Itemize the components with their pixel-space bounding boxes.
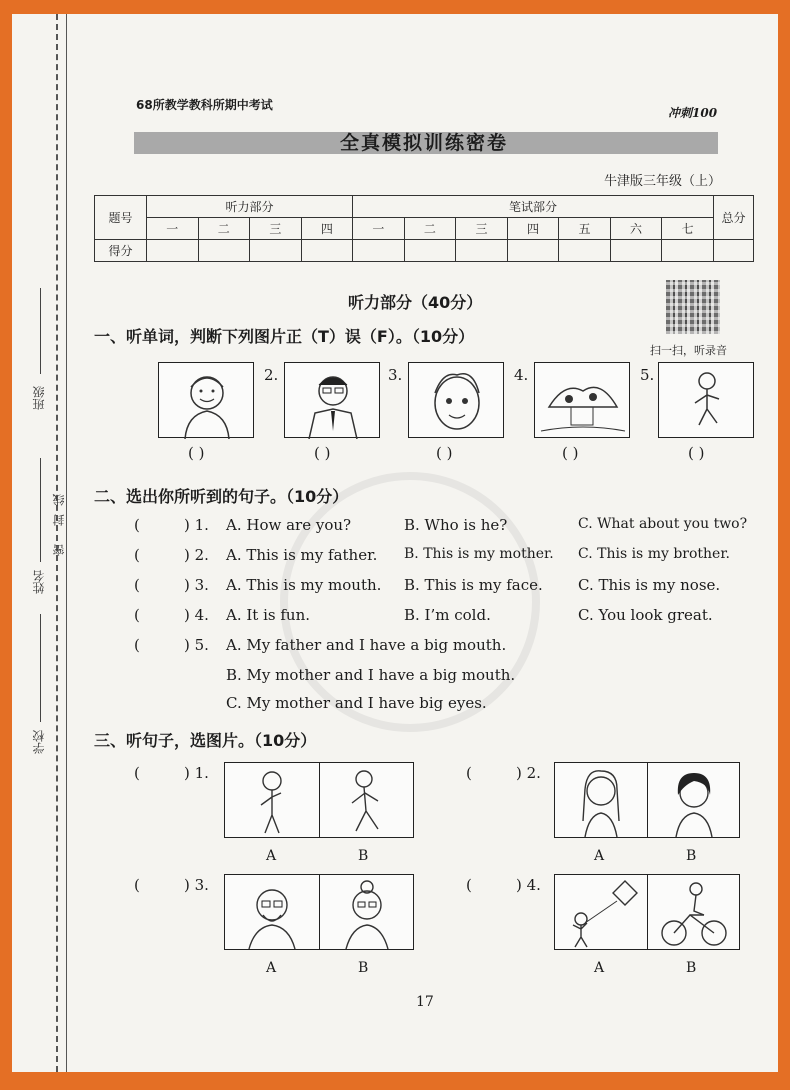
- option-a-picture[interactable]: [225, 875, 319, 949]
- row-label-score: 得分: [95, 240, 147, 262]
- bike-riding-icon: [648, 875, 740, 949]
- brand-logo: 冲刺100: [668, 106, 718, 120]
- written-col: 三: [456, 218, 508, 240]
- written-col: 五: [559, 218, 611, 240]
- margin-line: [66, 14, 67, 1072]
- exam-source: 68所教学教科所期中考试: [136, 98, 273, 112]
- open-paren[interactable]: (: [134, 636, 140, 654]
- option-c: C. You look great.: [578, 606, 713, 624]
- watermark-seal: [280, 472, 540, 732]
- question-number: ) 2.: [184, 546, 209, 564]
- s3-picture-pair-3: [224, 874, 414, 950]
- written-col: 六: [610, 218, 662, 240]
- option-c: C. What about you two?: [578, 516, 748, 532]
- exam-page: [12, 14, 778, 1072]
- option-b-picture[interactable]: [647, 763, 740, 837]
- girl-long-hair-icon: [555, 763, 647, 837]
- option-b: B. I’m cold.: [404, 606, 491, 624]
- s3-picture-pair-4: [554, 874, 740, 950]
- listening-col: 四: [301, 218, 353, 240]
- s3-picture-pair-1: [224, 762, 414, 838]
- boy-smiling-icon: [159, 363, 255, 439]
- class-label: 班级: [32, 386, 46, 410]
- score-cell[interactable]: [404, 240, 456, 262]
- question-number: ) 2.: [516, 764, 541, 782]
- question-number: ) 3.: [184, 876, 209, 894]
- open-paren[interactable]: (: [134, 606, 140, 624]
- question-number: ) 1.: [184, 764, 209, 782]
- s1-picture-5: [658, 362, 754, 438]
- name-label: 姓名: [32, 570, 46, 594]
- written-col: 四: [507, 218, 559, 240]
- boy-face-icon: [409, 363, 505, 439]
- option-b-picture[interactable]: [647, 875, 740, 949]
- school-write-line: [40, 614, 41, 722]
- s1-item-num: 4.: [514, 366, 529, 384]
- label-b: B: [686, 960, 697, 976]
- section3-heading: 三、听句子，选图片。（10分）: [94, 731, 317, 750]
- s3-picture-pair-2: [554, 762, 740, 838]
- label-a: A: [594, 960, 605, 976]
- listening-col: 二: [198, 218, 250, 240]
- option-a-picture[interactable]: [555, 763, 647, 837]
- mushroom-house-icon: [535, 363, 631, 439]
- s1-item-num: 5.: [640, 366, 655, 384]
- grandma-icon: [320, 875, 414, 949]
- cut-line: [56, 14, 58, 1072]
- man-with-glasses-icon: [285, 363, 381, 439]
- seal-char-1: 线: [52, 494, 66, 506]
- option-c: C. My mother and I have big eyes.: [226, 694, 487, 712]
- option-c: C. This is my brother.: [578, 546, 730, 562]
- score-cell[interactable]: [662, 240, 714, 262]
- score-cell[interactable]: [250, 240, 302, 262]
- option-a: A. This is my father.: [226, 546, 378, 564]
- old-man-walking-icon: [320, 763, 414, 837]
- open-paren[interactable]: (: [466, 876, 472, 894]
- question-number: ) 5.: [184, 636, 209, 654]
- option-a: A. This is my mouth.: [226, 576, 382, 594]
- section1-heading: 一、听单词，判断下列图片正（T）误（F）。（10分）: [94, 327, 475, 346]
- child-walking-icon: [659, 363, 755, 439]
- score-cell[interactable]: [559, 240, 611, 262]
- option-b: B. Who is he?: [404, 516, 508, 534]
- score-table: [94, 195, 754, 262]
- score-cell[interactable]: [456, 240, 508, 262]
- total-header: 总分: [714, 196, 754, 240]
- option-a-picture[interactable]: [555, 875, 647, 949]
- label-a: A: [266, 848, 277, 864]
- name-write-line: [40, 458, 41, 562]
- option-a: A. My father and I have a big mouth.: [226, 636, 507, 654]
- s1-picture-1: [158, 362, 254, 438]
- page-number: 17: [416, 994, 434, 1010]
- question-number: ) 1.: [184, 516, 209, 534]
- label-a: A: [266, 960, 277, 976]
- s1-item-num: 2.: [264, 366, 279, 384]
- grade-label: 牛津版三年级（上）: [604, 174, 722, 189]
- score-cell[interactable]: [610, 240, 662, 262]
- answer-paren-4[interactable]: ( ): [562, 444, 579, 462]
- written-col: 二: [404, 218, 456, 240]
- s1-picture-3: [408, 362, 504, 438]
- question-number: ) 3.: [184, 576, 209, 594]
- open-paren[interactable]: (: [134, 764, 140, 782]
- open-paren[interactable]: (: [134, 546, 140, 564]
- option-b-picture[interactable]: [319, 763, 414, 837]
- class-write-line: [40, 288, 41, 374]
- label-b: B: [358, 960, 369, 976]
- answer-paren-1[interactable]: ( ): [188, 444, 205, 462]
- label-b: B: [686, 848, 697, 864]
- score-cell[interactable]: [714, 240, 754, 262]
- score-cell[interactable]: [301, 240, 353, 262]
- open-paren[interactable]: (: [466, 764, 472, 782]
- label-a: A: [594, 848, 605, 864]
- question-number: ) 4.: [184, 606, 209, 624]
- s1-picture-2: [284, 362, 380, 438]
- score-cell[interactable]: [507, 240, 559, 262]
- score-cell[interactable]: [198, 240, 250, 262]
- school-label: 学校: [32, 730, 46, 754]
- listening-title: 听力部分（40分）: [348, 293, 483, 312]
- written-col: 七: [662, 218, 714, 240]
- option-a: A. It is fun.: [226, 606, 310, 624]
- option-c: C. This is my nose.: [578, 576, 721, 594]
- written-col: 一: [353, 218, 405, 240]
- answer-paren-2[interactable]: ( ): [314, 444, 331, 462]
- girl-short-hair-icon: [648, 763, 740, 837]
- seal-char-3: 密: [52, 544, 66, 556]
- s1-item-num: 3.: [388, 366, 403, 384]
- label-b: B: [358, 848, 369, 864]
- qr-caption: 扫一扫，听录音: [650, 344, 727, 357]
- open-paren[interactable]: (: [134, 516, 140, 534]
- listening-col: 一: [147, 218, 199, 240]
- open-paren[interactable]: (: [134, 876, 140, 894]
- s1-picture-4: [534, 362, 630, 438]
- question-number: ) 4.: [516, 876, 541, 894]
- grandpa-icon: [225, 875, 319, 949]
- old-man-icon: [225, 763, 319, 837]
- option-a: A. How are you?: [226, 516, 352, 534]
- listening-col: 三: [250, 218, 302, 240]
- score-cell[interactable]: [147, 240, 199, 262]
- written-part-header: 笔试部分: [353, 196, 714, 218]
- option-b: B. This is my mother.: [404, 546, 554, 562]
- option-b: B. My mother and I have a big mouth.: [226, 666, 516, 684]
- option-b-picture[interactable]: [319, 875, 414, 949]
- row-label-number: 题号: [95, 196, 147, 240]
- seal-char-2: 封: [52, 514, 66, 526]
- answer-paren-5[interactable]: ( ): [688, 444, 705, 462]
- qr-code-icon[interactable]: [666, 280, 720, 334]
- page-title: 全真模拟训练密卷: [340, 132, 509, 154]
- score-cell[interactable]: [353, 240, 405, 262]
- option-a-picture[interactable]: [225, 763, 319, 837]
- option-b: B. This is my face.: [404, 576, 543, 594]
- kite-flying-icon: [555, 875, 647, 949]
- open-paren[interactable]: (: [134, 576, 140, 594]
- answer-paren-3[interactable]: ( ): [436, 444, 453, 462]
- listening-part-header: 听力部分: [147, 196, 353, 218]
- section2-heading: 二、选出你所听到的句子。（10分）: [94, 487, 349, 506]
